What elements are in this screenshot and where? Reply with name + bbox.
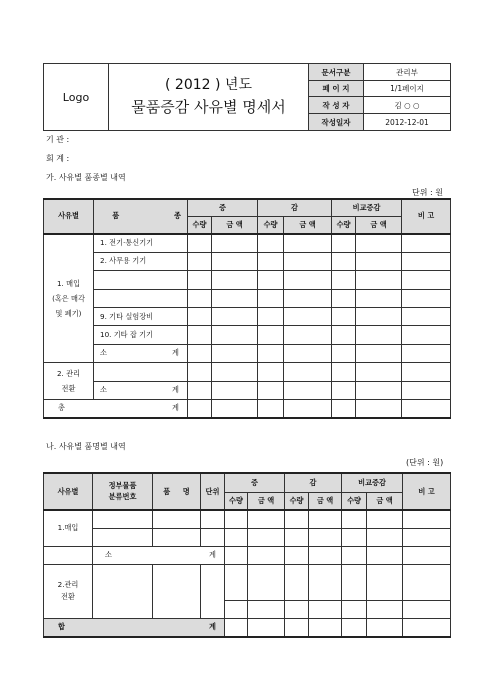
col-note: 비 고 [402,199,451,234]
item-label: 10. 기타 잡 기기 [94,326,188,344]
col-code-line: 정부물품 [108,480,137,490]
group2-label-line: 2. 관리 [56,368,81,378]
subtotal-label-a: 소 [105,550,112,559]
total-label-a: 합 [58,622,65,632]
logo: Logo [44,64,109,131]
section-a-title: 가. 사유별 품종별 내역 [46,173,126,182]
table-row [44,546,451,564]
table-row [44,289,451,307]
col-decrease: 감 [258,199,332,216]
table-row [44,326,451,344]
col-compare: 비교증감 [342,473,403,492]
section-b-table [43,472,451,638]
col-qty-inc: 수량 [225,492,248,510]
col-amt-dec: 금 액 [284,216,332,233]
group1-label-line: (혹은 매각 [52,293,85,303]
table-row [44,307,451,325]
subtotal-label-a: 소 [94,344,138,362]
col-name [153,473,201,510]
page-title [109,64,309,131]
total-label-b: 계 [138,399,188,418]
meta-value-author: 김 ○ ○ [364,97,451,114]
col-amt-inc: 금 액 [212,216,258,233]
item-label: 9. 기타 실험장비 [94,307,188,325]
table-row [44,363,451,381]
table-row [44,234,451,252]
col-reason: 사유별 [44,473,93,510]
table-row [44,252,451,270]
col-reason: 사유별 [44,199,94,234]
group2-label-line: 전환 [61,592,75,601]
document-header [43,63,451,131]
col-increase: 증 [225,473,285,492]
col-name-a: 품 [163,486,171,496]
col-code-line: 분류번호 [108,491,137,501]
col-name-b: 명 [182,486,190,496]
col-qty-dec: 수량 [258,216,284,233]
item-label [94,289,188,307]
section-a-unit: 단위 : 원 [412,188,443,197]
meta-label-doctype: 문서구분 [309,64,364,81]
col-qty-inc: 수량 [188,216,212,233]
item-label: 2. 사무용 기기 [94,252,188,270]
meta-label-date: 작성일자 [309,114,364,131]
table-row [44,399,451,418]
col-amt-cmp: 금 액 [356,216,402,233]
col-qty-dec: 수량 [285,492,309,510]
total-label [44,618,225,637]
table-row [44,510,451,528]
col-amt-dec: 금 액 [309,492,342,510]
table-row [44,564,451,600]
title-main: 물품증감 사유별 명세서 [131,98,286,117]
total-label-a: 총 [44,399,138,418]
group2-label-line: 2.관리 [57,580,79,590]
group1-label [44,234,94,363]
group2-label [44,564,93,618]
col-item-a: 품 [94,199,138,234]
group1-label-line: 1. 매입 [56,278,81,288]
section-a-table [43,198,451,419]
table-row [44,528,451,546]
table-row [44,381,451,399]
total-label-b: 계 [209,622,216,632]
col-compare: 비교증감 [332,199,402,216]
section-b-title: 나. 사유별 품명별 내역 [46,442,126,451]
col-qty-cmp: 수량 [342,492,367,510]
col-code [93,473,153,510]
group2-label-line: 전환 [61,384,76,394]
table-row [44,344,451,362]
subtotal-label [93,546,225,564]
subtotal-label-a: 소 [94,381,138,399]
table-row [44,618,451,637]
subtotal-label-b: 계 [138,344,188,362]
meta-value-date: 2012-12-01 [364,114,451,131]
field-account: 회 계 : [46,154,70,163]
group2-label [44,363,94,400]
col-unit: 단위 [201,473,225,510]
meta-value-doctype: 관리부 [364,64,451,81]
subtotal-label-b: 계 [138,381,188,399]
col-decrease: 감 [285,473,342,492]
meta-value-page: 1/1페이지 [364,81,451,97]
col-note: 비 고 [403,473,451,510]
subtotal-label-b: 계 [209,550,216,559]
meta-label-page: 페 이 지 [309,81,364,97]
col-amt-cmp: 금 액 [367,492,403,510]
col-amt-inc: 금 액 [248,492,285,510]
group1-label-line: 및 폐기) [55,309,82,319]
item-label [94,271,188,289]
col-qty-cmp: 수량 [332,216,356,233]
item-label: 1. 전기·통신기기 [94,234,188,252]
col-item-b: 종 [138,199,188,234]
col-increase: 증 [188,199,258,216]
meta-label-author: 작 성 자 [309,97,364,114]
title-year: ( 2012 ) 년도 [165,77,252,94]
group1-label: 1.매입 [44,510,93,546]
section-b-unit: (단위 : 원) [406,458,444,467]
table-row [44,271,451,289]
field-agency: 기 관 : [46,135,70,144]
